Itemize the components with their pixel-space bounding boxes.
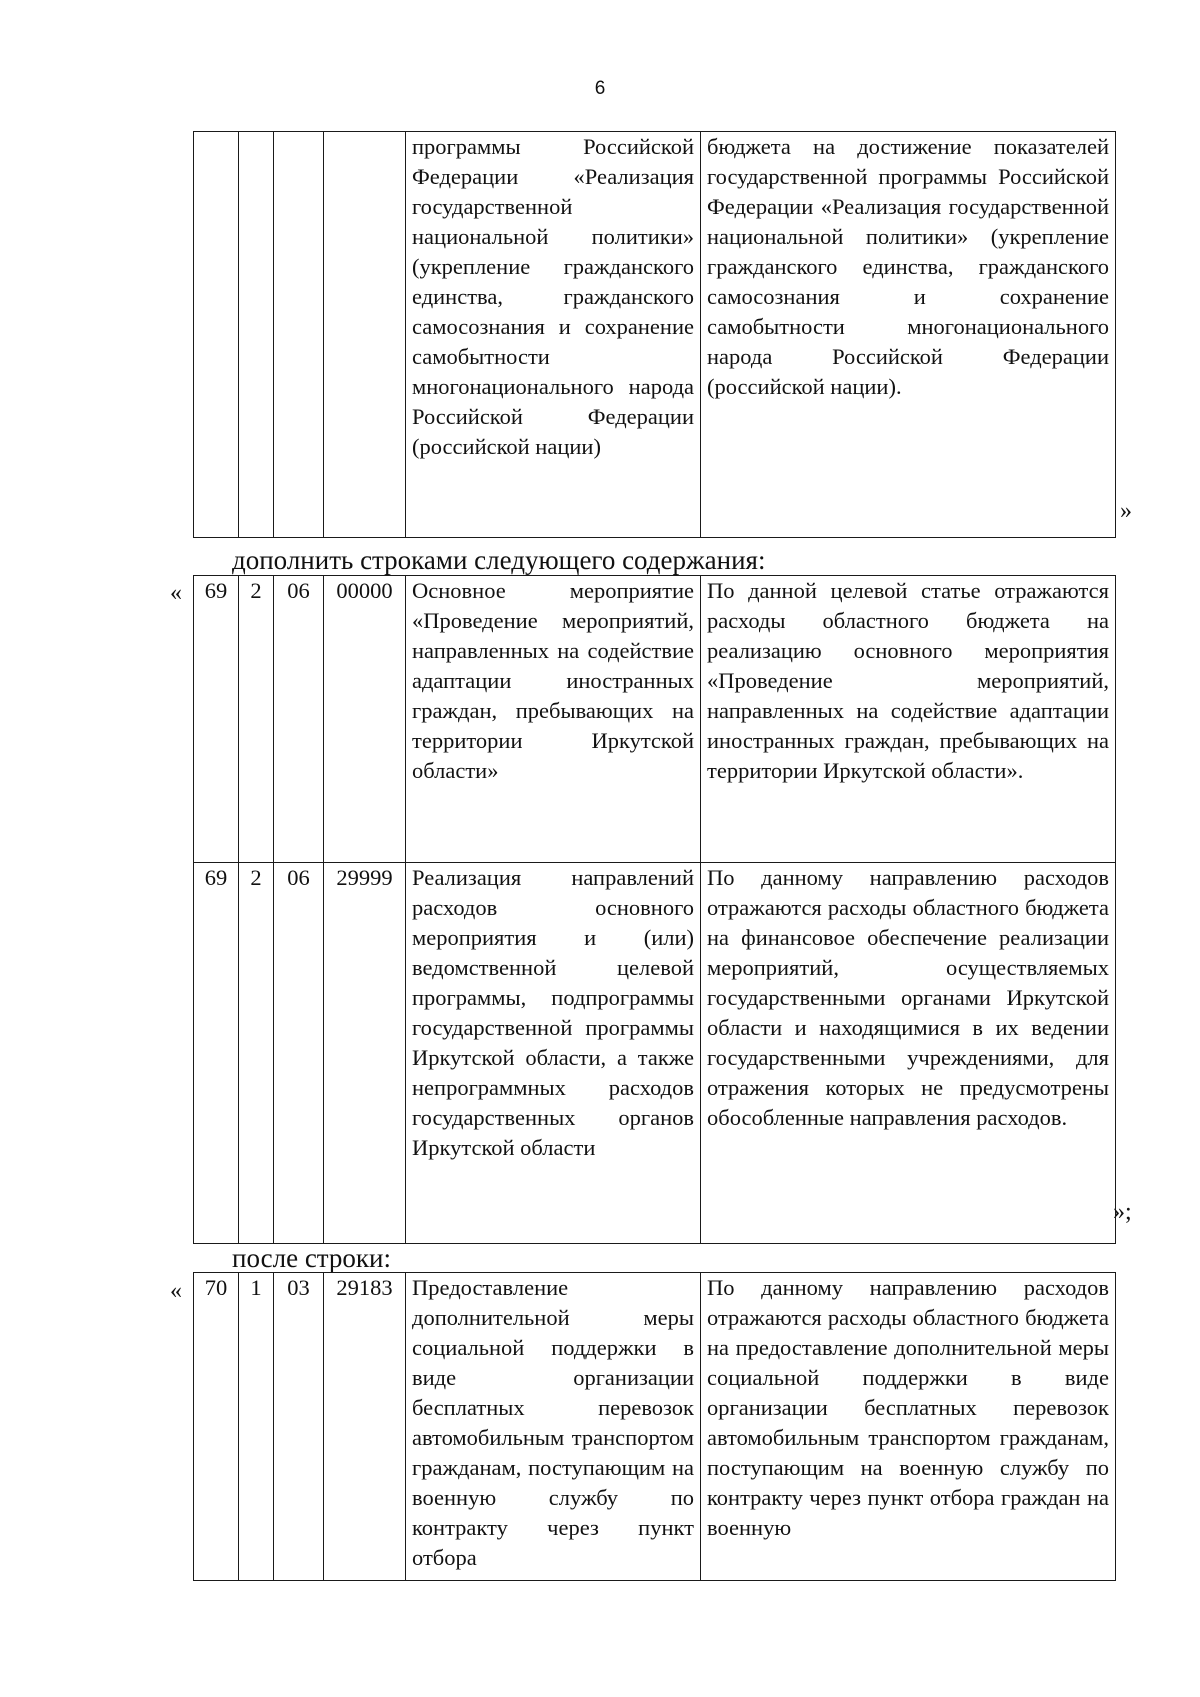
closing-quote: » (1120, 498, 1132, 524)
item-name-text: Основное мероприятие «Проведение мероприятий, направленных на содействие адаптации иностранных граждан, пребывающих на территории Иркутской области» (412, 578, 694, 783)
item-description-cell (701, 132, 1116, 538)
closing-quote: »; (1113, 1199, 1132, 1225)
item-description-text: По данной целевой статье отражаются расходы областного бюджета на реализацию основного мероприятия «Проведение мероприятий, направленных на содействие адаптации иностранных граждан, пребывающих на территории Иркутской области». (707, 578, 1109, 783)
code-cell-4: 29183 (324, 1273, 406, 1581)
code-cell-1: 69 (194, 863, 239, 1244)
item-name-cell (406, 576, 701, 863)
item-name-cell (406, 863, 701, 1244)
section-heading-after-row: после строки: (232, 1243, 391, 1273)
code-cell-4 (324, 132, 406, 538)
code-cell-2: 2 (239, 863, 274, 1244)
item-description-cell (701, 1273, 1116, 1581)
code-cell-1: 69 (194, 576, 239, 863)
item-name-text: Реализация направлений расходов основного мероприятия и (или) ведомственной целевой программы, подпрограммы государственной программы Иркутской области, а также непрограммных расходов государственных органов Иркутской области (412, 865, 694, 1160)
budget-table-reference-row (193, 1272, 1116, 1581)
item-description-text: По данному направлению расходов отражаются расходы областного бюджета на финансовое обеспечение реализации мероприятий, осуществляемых государственными органами Иркутской области и находящимися в их ведении государственными учреждениями, для отражения которых не предусмотрены обособленные направления расходов. (707, 865, 1109, 1130)
item-name-cell (406, 132, 701, 538)
code-cell-3: 03 (274, 1273, 324, 1581)
table-row (194, 1273, 1116, 1581)
code-cell-4: 00000 (324, 576, 406, 863)
budget-table-continuation (193, 131, 1116, 538)
table-row (194, 863, 1116, 1244)
item-name-text: программы Российской Федерации «Реализация государственной национальной политики» (укрепление гражданского единства, гражданского самосознания и сохранение самобытности многонационального народа Российской Федерации (российской нации) (412, 134, 694, 459)
item-description-text: По данному направлению расходов отражаются расходы областного бюджета на предоставление дополнительной меры социальной поддержки в виде организации бесплатных перевозок автомобильным транспортом гражданам, поступающим на военную службу по контракту через пункт отбора граждан на военную (707, 1275, 1109, 1540)
item-name-text: Предоставление дополнительной меры социальной поддержки в виде организации бесплатных перевозок автомобильным транспортом гражданам, поступающим на военную службу по контракту через пункт отбора (412, 1275, 694, 1570)
code-cell-1 (194, 132, 239, 538)
opening-quote: « (170, 580, 182, 606)
item-description-text: бюджета на достижение показателей государственной программы Российской Федерации «Реализация государственной национальной политики» (укрепление гражданского единства, гражданского самосознания и сохранение самобытности многонационального народа Российской Федерации (российской нации). (707, 134, 1109, 399)
page-number: 6 (594, 78, 606, 99)
section-heading-add-rows: дополнить строками следующего содержания: (232, 545, 766, 575)
code-cell-1: 70 (194, 1273, 239, 1581)
code-cell-3 (274, 132, 324, 538)
item-description-cell (701, 576, 1116, 863)
item-name-cell (406, 1273, 701, 1581)
code-cell-2: 2 (239, 576, 274, 863)
code-cell-3: 06 (274, 863, 324, 1244)
opening-quote: « (170, 1278, 182, 1304)
code-cell-2 (239, 132, 274, 538)
budget-table-added-rows (193, 575, 1116, 1244)
code-cell-3: 06 (274, 576, 324, 863)
item-description-cell (701, 863, 1116, 1244)
code-cell-4: 29999 (324, 863, 406, 1244)
code-cell-2: 1 (239, 1273, 274, 1581)
table-row (194, 132, 1116, 538)
table-row (194, 576, 1116, 863)
